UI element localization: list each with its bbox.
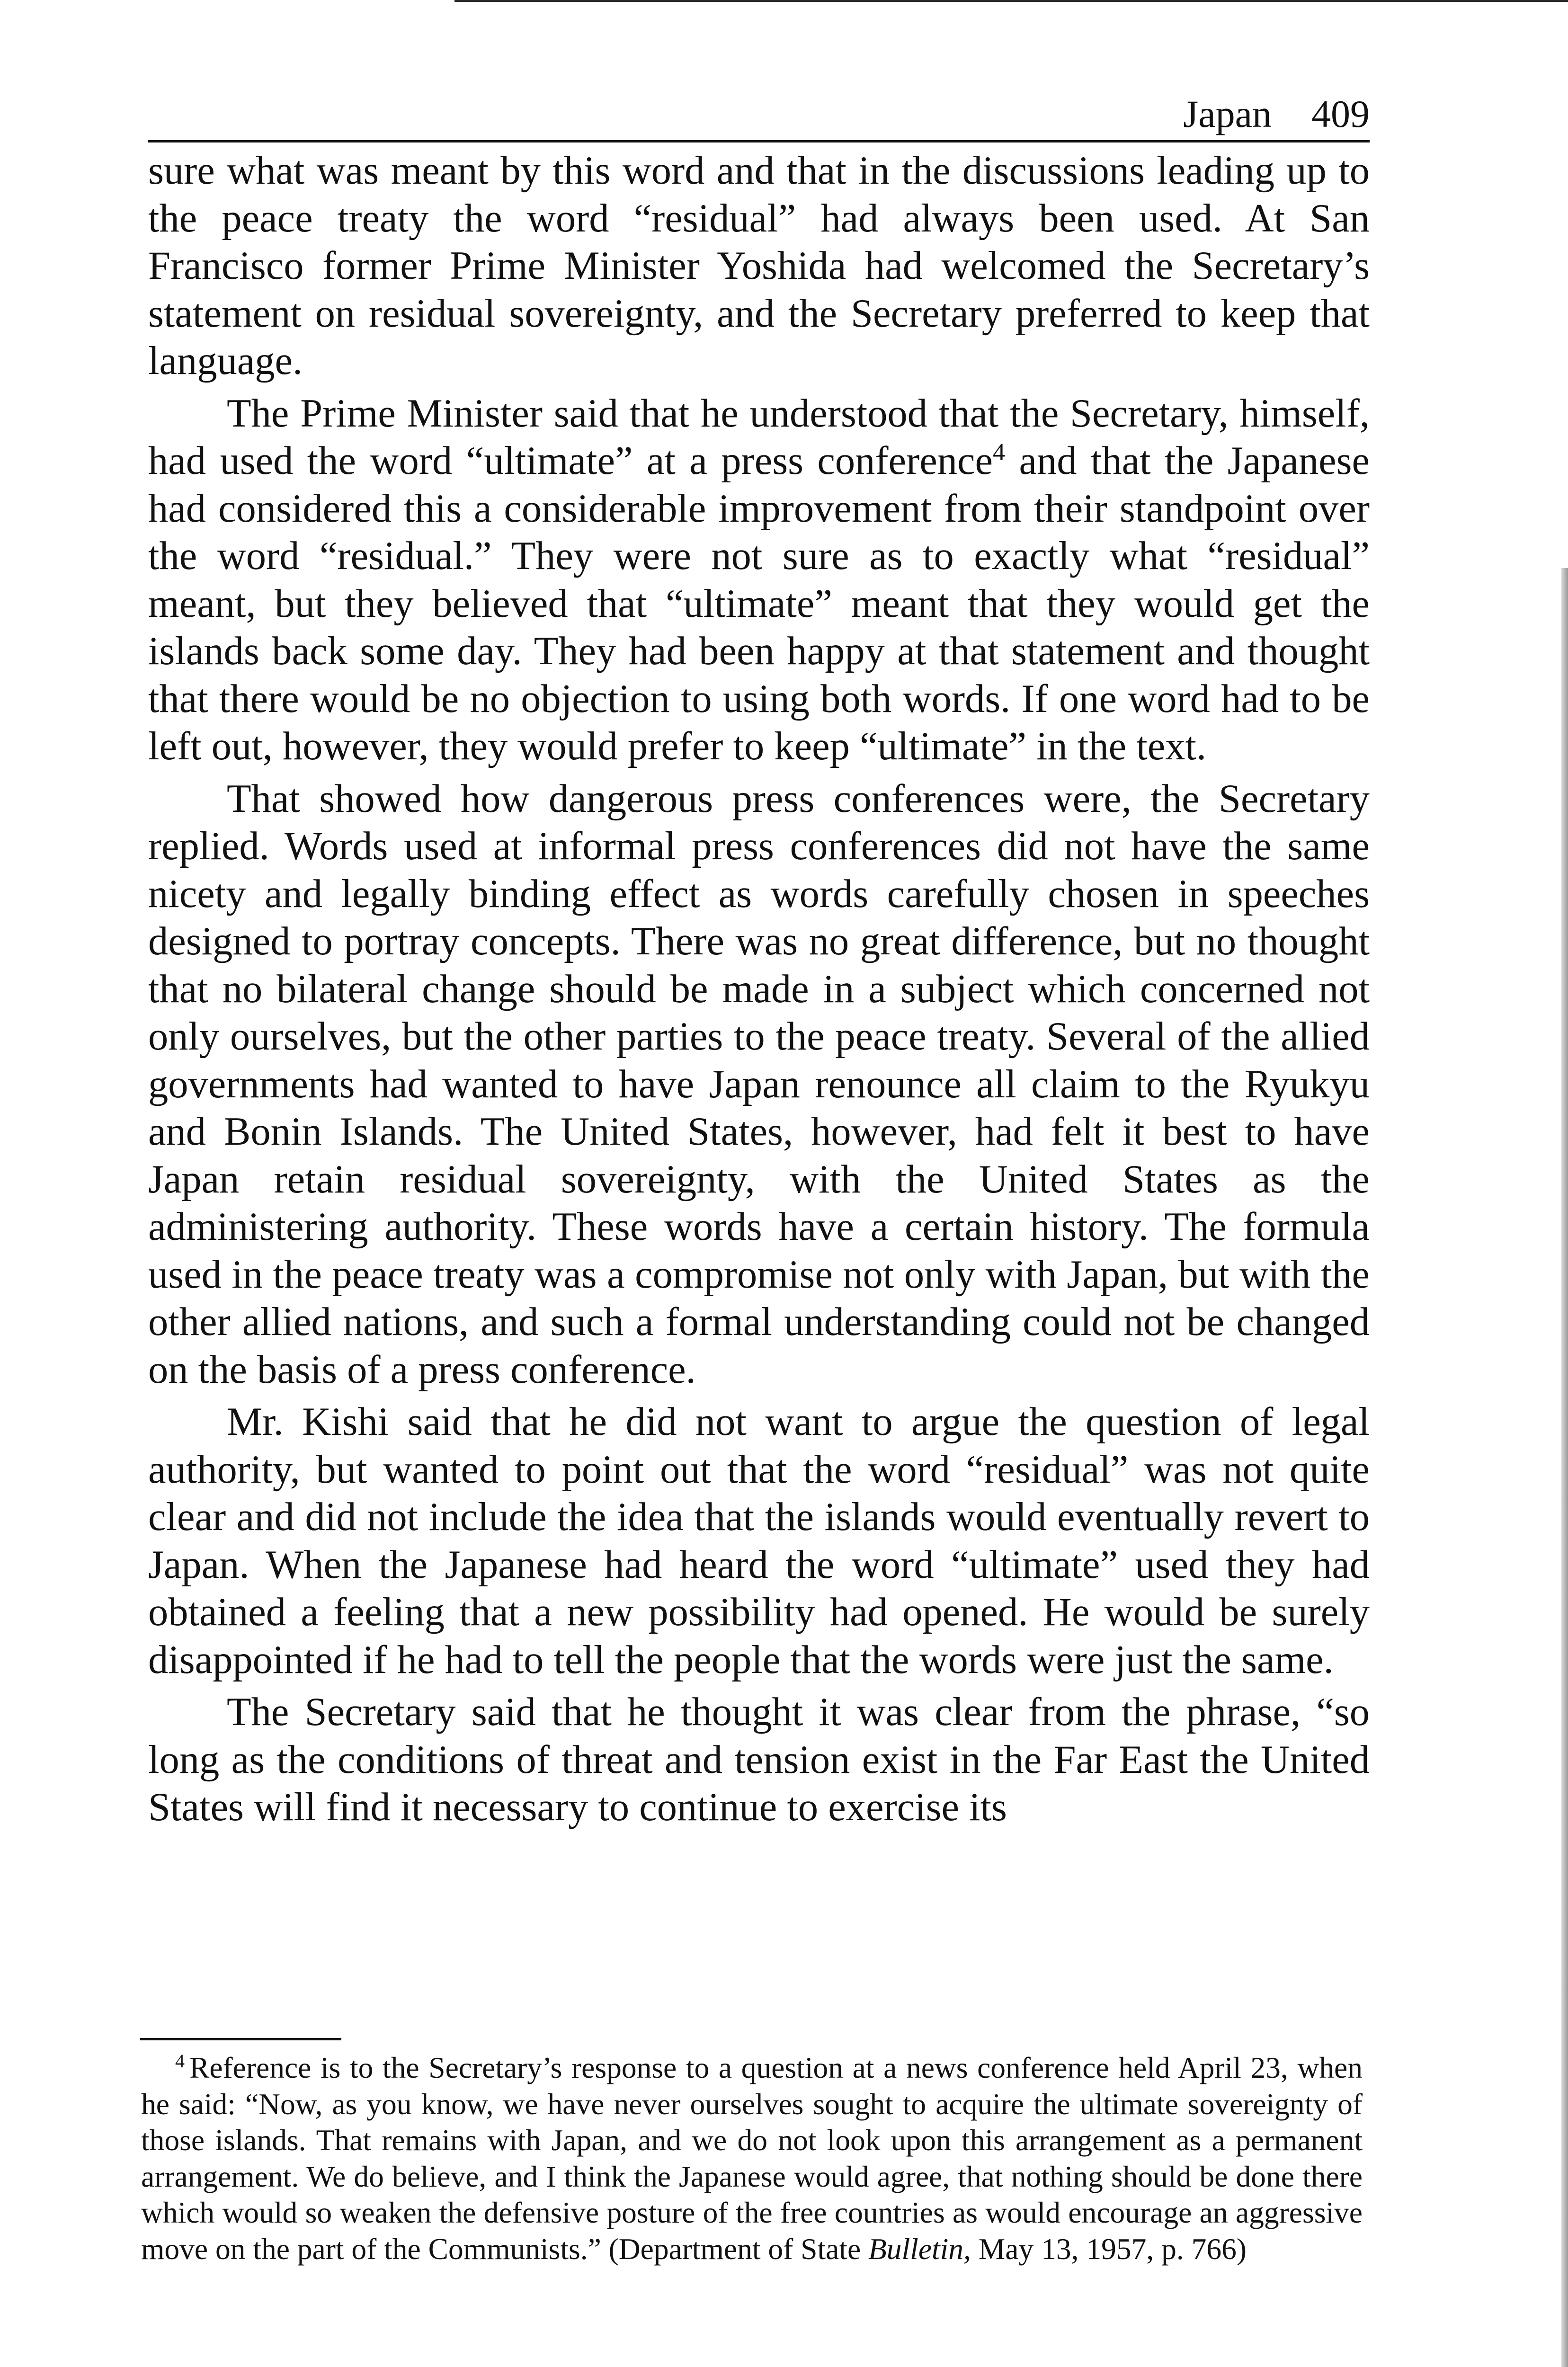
page-edge-shadow	[1561, 568, 1568, 2367]
top-edge-rule	[454, 0, 1568, 2]
document-page	[148, 92, 1370, 1836]
footnote-reference: 4	[992, 438, 1005, 466]
footnote-source-tail: May 13, 1957, p. 766)	[978, 2232, 1247, 2266]
running-head	[148, 92, 1370, 142]
paragraph-1: sure what was meant by this word and that in the discussions leading up to the peace treaty the word “residual” had always been used. At San Francisco former Prime Minister Yoshida had welcomed the Secretary’s statement on residual sovereignty, and the Secretary preferred to keep that language.	[148, 149, 1370, 383]
footnote	[141, 2050, 1363, 2267]
paragraph-2	[148, 390, 1370, 771]
paragraph-2-start: The Prime Minister said that he understood that the Secretary, himself, had used the word “ultimate” at a press conference	[148, 391, 1370, 483]
paragraph-2-end: and that the Japanese had considered this a considerable improvement from their standpoint over the word “residual.” They were not sure as to exactly what “residual” meant, but they believed that “ultimate” meant that they would get the islands back some day. They had been happy at that statement and thought that there would be no objection to using both words. If one word had to be left out, however, they would prefer to keep “ultimate” in the text.	[148, 439, 1370, 768]
body-text	[148, 147, 1370, 1832]
footnote-marker: 4	[175, 2050, 185, 2072]
paragraph-5: The Secretary said that he thought it was clear from the phrase, “so long as the conditions of threat and tension exist in the Far East the United States will find it necessary to continue to exercise its	[148, 1690, 1370, 1829]
footnote-source-title: Bulletin,	[868, 2232, 971, 2266]
running-head-section: Japan	[1183, 92, 1272, 135]
footnote-text: Reference is to the Secretary’s response to a question at a news conference held April 23, when he said: “Now, as you know, we have never ourselves sought to acquire the ultimate sovereignty of those islands. That remains with Japan, and we do not look upon this arrangement as a permanent arrangement. We do believe, and I think the Japanese would agree, that nothing should be done there which would so weaken the defensive posture of the free countries as would encourage an aggressive move on the part of the Communists.” (Department of State	[141, 2051, 1363, 2266]
page-number: 409	[1311, 92, 1370, 135]
footnote-separator	[140, 2038, 341, 2040]
paragraph-3: That showed how dangerous press conferences were, the Secretary replied. Words used at informal press conferences did not have the same nicety and legally binding effect as words carefully chosen in speeches designed to portray concepts. There was no great difference, but no thought that no bilateral change should be made in a subject which concerned not only ourselves, but the other parties to the peace treaty. Several of the allied governments had wanted to have Japan renounce all claim to the Ryukyu and Bonin Islands. The United States, however, had felt it best to have Japan retain residual sovereignty, with the United States as the administering authority. These words have a certain history. The formula used in the peace treaty was a compromise not only with Japan, but with the other allied nations, and such a formal understanding could not be changed on the basis of a press conference.	[148, 776, 1370, 1392]
paragraph-4: Mr. Kishi said that he did not want to argue the question of legal authority, but wanted to point out that the word “residual” was not quite clear and did not include the idea that the islands would eventually revert to Japan. When the Japanese had heard the word “ultimate” used they had obtained a feeling that a new possibility had opened. He would be surely disappointed if he had to tell the people that the words were just the same.	[148, 1400, 1370, 1682]
